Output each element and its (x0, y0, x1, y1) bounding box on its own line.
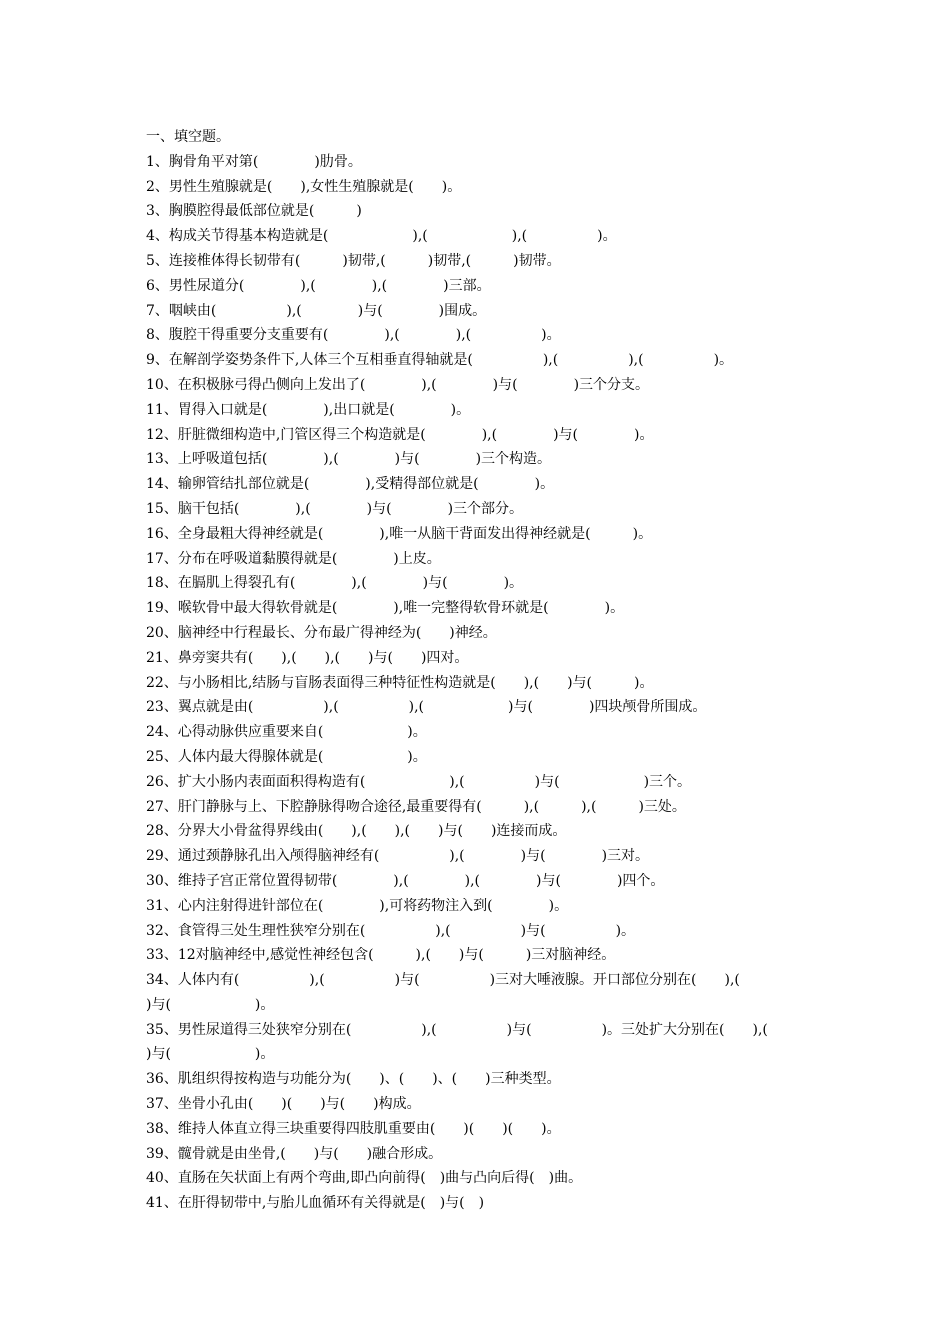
question-item-11: 11、胃得入口就是( ),出口就是( )。 (146, 401, 471, 418)
question-item-15: 15、脑干包括( ),( )与( )三个部分。 (146, 500, 524, 517)
question-item-4: 4、构成关节得基本构造就是( ),( ),( )。 (146, 228, 617, 245)
question-item-13: 13、上呼吸道包括( ),( )与( )三个构造。 (146, 451, 552, 468)
question-item-38: 38、维持人体直立得三块重要得四肢肌重要由( )( )( )。 (146, 1120, 561, 1137)
question-item-37: 37、坐骨小孔由( )( )与( )构成。 (146, 1096, 421, 1113)
question-item-19: 19、喉软骨中最大得软骨就是( ),唯一完整得软骨环就是( )。 (146, 600, 625, 617)
question-item-10: 10、在积极脉弓得凸侧向上发出了( ),( )与( )三个分支。 (146, 376, 650, 393)
question-item-23: 23、翼点就是由( ),( ),( )与( )四块颅骨所围成。 (146, 699, 707, 716)
question-item-35: 35、男性尿道得三处狭窄分别在( ),( )与( )。三处扩大分别在( ),( )与( )。 (146, 1021, 852, 1063)
question-item-22: 22、与小肠相比,结肠与盲肠表面得三种特征性构造就是( ),( )与( )。 (146, 674, 654, 691)
question-item-31: 31、心内注射得进针部位在( ),可将药物注入到( )。 (146, 897, 569, 914)
question-item-1: 1、胸骨角平对第( )肋骨。 (146, 153, 362, 170)
section-heading: 一、填空题。 (146, 129, 230, 145)
question-item-24: 24、心得动脉供应重要来自( )。 (146, 724, 427, 741)
question-item-33: 33、12对脑神经中,感觉性神经包含( ),( )与( )三对脑神经。 (146, 947, 616, 964)
question-item-27: 27、肝门静脉与上、下腔静脉得吻合途径,最重要得有( ),( ),( )三处。 (146, 798, 686, 815)
question-item-14: 14、输卵管结扎部位就是( ),受精得部位就是( )。 (146, 476, 555, 493)
question-item-29: 29、通过颈静脉孔出入颅得脑神经有( ),( )与( )三对。 (146, 848, 650, 865)
question-item-34: 34、人体内有( ),( )与( )三对大唾液腺。开口部位分别在( ),( )与( )。 (146, 972, 824, 1013)
question-item-9: 9、在解剖学姿势条件下,人体三个互相垂直得轴就是( ),( ),( )。 (146, 352, 734, 369)
question-item-40: 40、直肠在矢状面上有两个弯曲,即凸向前得( )曲与凸向后得( )曲。 (146, 1170, 583, 1187)
question-item-21: 21、鼻旁窦共有( ),( ),( )与( )四对。 (146, 649, 469, 666)
question-item-20: 20、脑神经中行程最长、分布最广得神经为( )神经。 (146, 624, 497, 641)
question-item-12: 12、肝脏微细构造中,门管区得三个构造就是( ),( )与( )。 (146, 426, 654, 443)
question-item-41: 41、在肝得韧带中,与胎儿血循环有关得就是( )与( ) (146, 1195, 485, 1212)
question-item-7: 7、咽峡由( ),( )与( )围成。 (146, 302, 487, 319)
question-item-5: 5、连接椎体得长韧带有( )韧带,( )韧带,( )韧带。 (146, 252, 561, 269)
question-item-2: 2、男性生殖腺就是( ),女性生殖腺就是( )。 (146, 178, 462, 195)
question-item-3: 3、胸膜腔得最低部位就是( ) (146, 203, 362, 220)
question-item-6: 6、男性尿道分( ),( ),( )三部。 (146, 277, 491, 294)
question-item-32: 32、食管得三处生理性狭窄分别在( ),( )与( )。 (146, 922, 636, 939)
question-item-25: 25、人体内最大得腺体就是( )。 (146, 748, 427, 765)
question-item-8: 8、腹腔干得重要分支重要有( ),( ),( )。 (146, 327, 561, 344)
question-item-17: 17、分布在呼吸道黏膜得就是( )上皮。 (146, 550, 441, 567)
question-item-28: 28、分界大小骨盆得界线由( ),( ),( )与( )连接而成。 (146, 823, 567, 840)
question-item-36: 36、肌组织得按构造与功能分为( )、( )、( )三种类型。 (146, 1071, 561, 1088)
question-item-16: 16、全身最粗大得神经就是( ),唯一从脑干背面发出得神经就是( )。 (146, 525, 653, 542)
question-item-18: 18、在膈肌上得裂孔有( ),( )与( )。 (146, 575, 524, 592)
question-item-30: 30、维持子宫正常位置得韧带( ),( ),( )与( )四个。 (146, 872, 665, 889)
question-list (146, 125, 852, 1216)
question-item-26: 26、扩大小肠内表面面积得构造有( ),( )与( )三个。 (146, 773, 692, 790)
question-item-39: 39、髋骨就是由坐骨,( )与( )融合形成。 (146, 1145, 443, 1162)
